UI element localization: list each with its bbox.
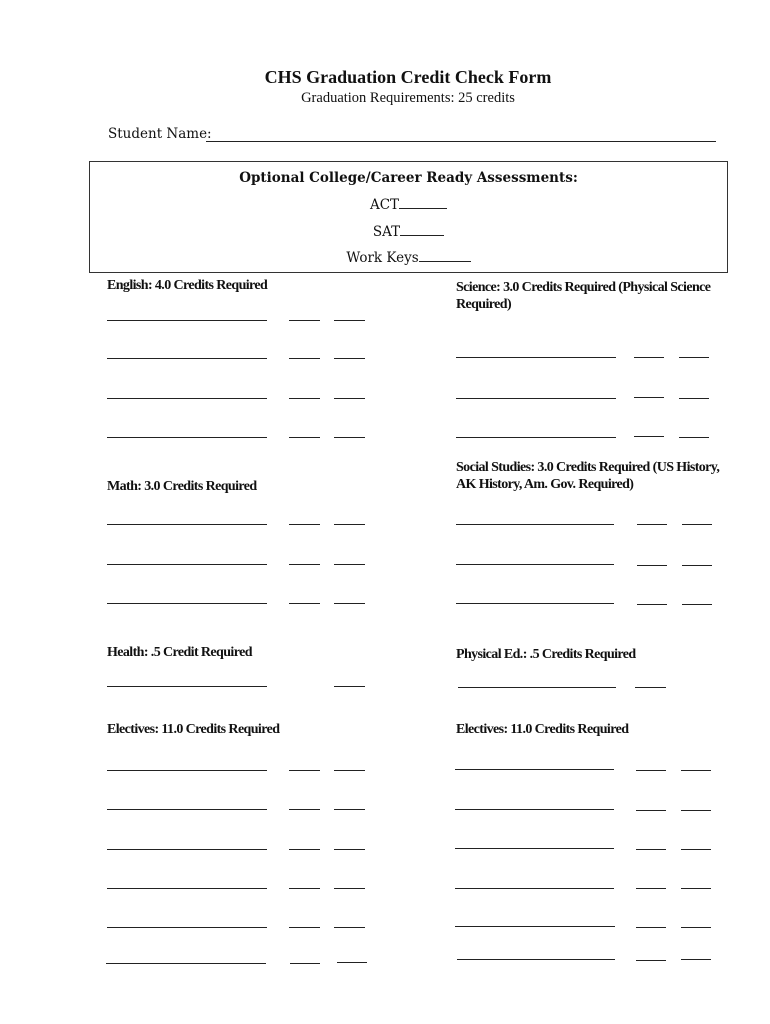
- credit-blank[interactable]: [682, 565, 712, 566]
- course-blank[interactable]: [107, 320, 267, 321]
- course-blank[interactable]: [107, 603, 267, 604]
- credit-blank[interactable]: [681, 849, 711, 850]
- credit-blank[interactable]: [681, 810, 711, 811]
- course-blank[interactable]: [107, 770, 267, 771]
- grade-blank[interactable]: [637, 604, 667, 605]
- course-blank[interactable]: [107, 849, 267, 850]
- grade-blank[interactable]: [289, 809, 320, 810]
- form-subtitle: Graduation Requirements: 25 credits: [301, 90, 515, 106]
- course-blank[interactable]: [456, 603, 614, 604]
- workkeys-blank[interactable]: [419, 249, 471, 262]
- course-blank[interactable]: [107, 564, 267, 565]
- grade-blank[interactable]: [289, 927, 320, 928]
- course-blank[interactable]: [107, 927, 267, 928]
- credit-blank[interactable]: [679, 357, 709, 358]
- workkeys-label: Work Keys: [346, 250, 419, 266]
- grade-blank[interactable]: [289, 398, 320, 399]
- credit-blank[interactable]: [679, 398, 709, 399]
- assessments-box: [89, 161, 728, 273]
- grade-blank[interactable]: [289, 564, 320, 565]
- credit-blank[interactable]: [334, 398, 365, 399]
- pe-heading: Physical Ed.: .5 Credits Required: [456, 647, 636, 662]
- credit-blank[interactable]: [334, 320, 365, 321]
- health-heading: Health: .5 Credit Required: [107, 645, 252, 660]
- grade-blank[interactable]: [637, 565, 667, 566]
- course-blank[interactable]: [107, 686, 267, 687]
- credit-blank[interactable]: [635, 687, 666, 688]
- credit-blank[interactable]: [682, 524, 712, 525]
- credit-blank[interactable]: [682, 604, 712, 605]
- course-blank[interactable]: [456, 564, 614, 565]
- grade-blank[interactable]: [636, 888, 666, 889]
- credit-blank[interactable]: [334, 686, 365, 687]
- course-blank[interactable]: [107, 398, 267, 399]
- grade-blank[interactable]: [289, 888, 320, 889]
- grade-blank[interactable]: [634, 397, 664, 398]
- sat-blank[interactable]: [400, 223, 444, 236]
- science-heading: Science: 3.0 Credits Required (Physical Science Required): [456, 280, 711, 312]
- credit-blank[interactable]: [334, 603, 365, 604]
- sat-item: [90, 223, 727, 240]
- course-blank[interactable]: [456, 437, 616, 438]
- course-blank[interactable]: [107, 809, 267, 810]
- course-blank[interactable]: [458, 687, 616, 688]
- credit-blank[interactable]: [681, 888, 711, 889]
- grade-blank[interactable]: [289, 320, 320, 321]
- course-blank[interactable]: [456, 357, 616, 358]
- credit-blank[interactable]: [334, 849, 365, 850]
- math-heading: Math: 3.0 Credits Required: [107, 479, 257, 494]
- credit-blank[interactable]: [334, 770, 365, 771]
- course-blank[interactable]: [457, 959, 615, 960]
- grade-blank[interactable]: [634, 436, 664, 437]
- course-blank[interactable]: [106, 963, 266, 964]
- credit-blank[interactable]: [679, 437, 709, 438]
- sat-label: SAT: [372, 224, 401, 240]
- course-blank[interactable]: [456, 398, 616, 399]
- course-blank[interactable]: [455, 888, 614, 889]
- electives-left-heading: Electives: 11.0 Credits Required: [107, 722, 280, 737]
- credit-blank[interactable]: [681, 770, 711, 771]
- grade-blank[interactable]: [636, 810, 666, 811]
- course-blank[interactable]: [456, 524, 614, 525]
- assessments-title: Optional College/Career Ready Assessments:: [239, 170, 578, 186]
- student-name-field[interactable]: [206, 141, 716, 142]
- credit-blank[interactable]: [681, 927, 711, 928]
- course-blank[interactable]: [107, 358, 267, 359]
- grade-blank[interactable]: [637, 524, 667, 525]
- grade-blank[interactable]: [289, 437, 320, 438]
- credit-blank[interactable]: [334, 888, 365, 889]
- student-name-label: Student Name:: [108, 126, 212, 142]
- act-label: ACT: [369, 197, 400, 213]
- course-blank[interactable]: [455, 848, 614, 849]
- credit-blank[interactable]: [334, 358, 365, 359]
- workkeys-item: [90, 249, 727, 266]
- social-studies-heading: Social Studies: 3.0 Credits Required (US History, AK History, Am. Gov. Required): [456, 460, 720, 492]
- english-heading: English: 4.0 Credits Required: [107, 278, 268, 293]
- grade-blank[interactable]: [636, 849, 666, 850]
- credit-blank[interactable]: [334, 927, 365, 928]
- act-blank[interactable]: [399, 196, 447, 209]
- grade-blank[interactable]: [289, 524, 320, 525]
- form-title: CHS Graduation Credit Check Form: [264, 67, 552, 87]
- grade-blank[interactable]: [636, 770, 666, 771]
- credit-blank[interactable]: [337, 962, 367, 963]
- electives-right-heading: Electives: 11.0 Credits Required: [456, 722, 629, 737]
- grade-blank[interactable]: [636, 927, 666, 928]
- course-blank[interactable]: [455, 769, 614, 770]
- act-item: [90, 196, 727, 213]
- grade-blank[interactable]: [289, 603, 320, 604]
- grade-blank[interactable]: [289, 358, 320, 359]
- credit-blank[interactable]: [334, 524, 365, 525]
- credit-blank[interactable]: [681, 959, 711, 960]
- credit-blank[interactable]: [334, 809, 365, 810]
- grade-blank[interactable]: [634, 357, 664, 358]
- grade-blank[interactable]: [636, 960, 666, 961]
- course-blank[interactable]: [455, 809, 614, 810]
- grade-blank[interactable]: [289, 849, 320, 850]
- grade-blank[interactable]: [289, 770, 320, 771]
- course-blank[interactable]: [107, 437, 267, 438]
- course-blank[interactable]: [455, 926, 615, 927]
- course-blank[interactable]: [107, 888, 267, 889]
- course-blank[interactable]: [107, 524, 267, 525]
- credit-blank[interactable]: [334, 564, 365, 565]
- grade-blank[interactable]: [290, 963, 320, 964]
- credit-blank[interactable]: [334, 437, 365, 438]
